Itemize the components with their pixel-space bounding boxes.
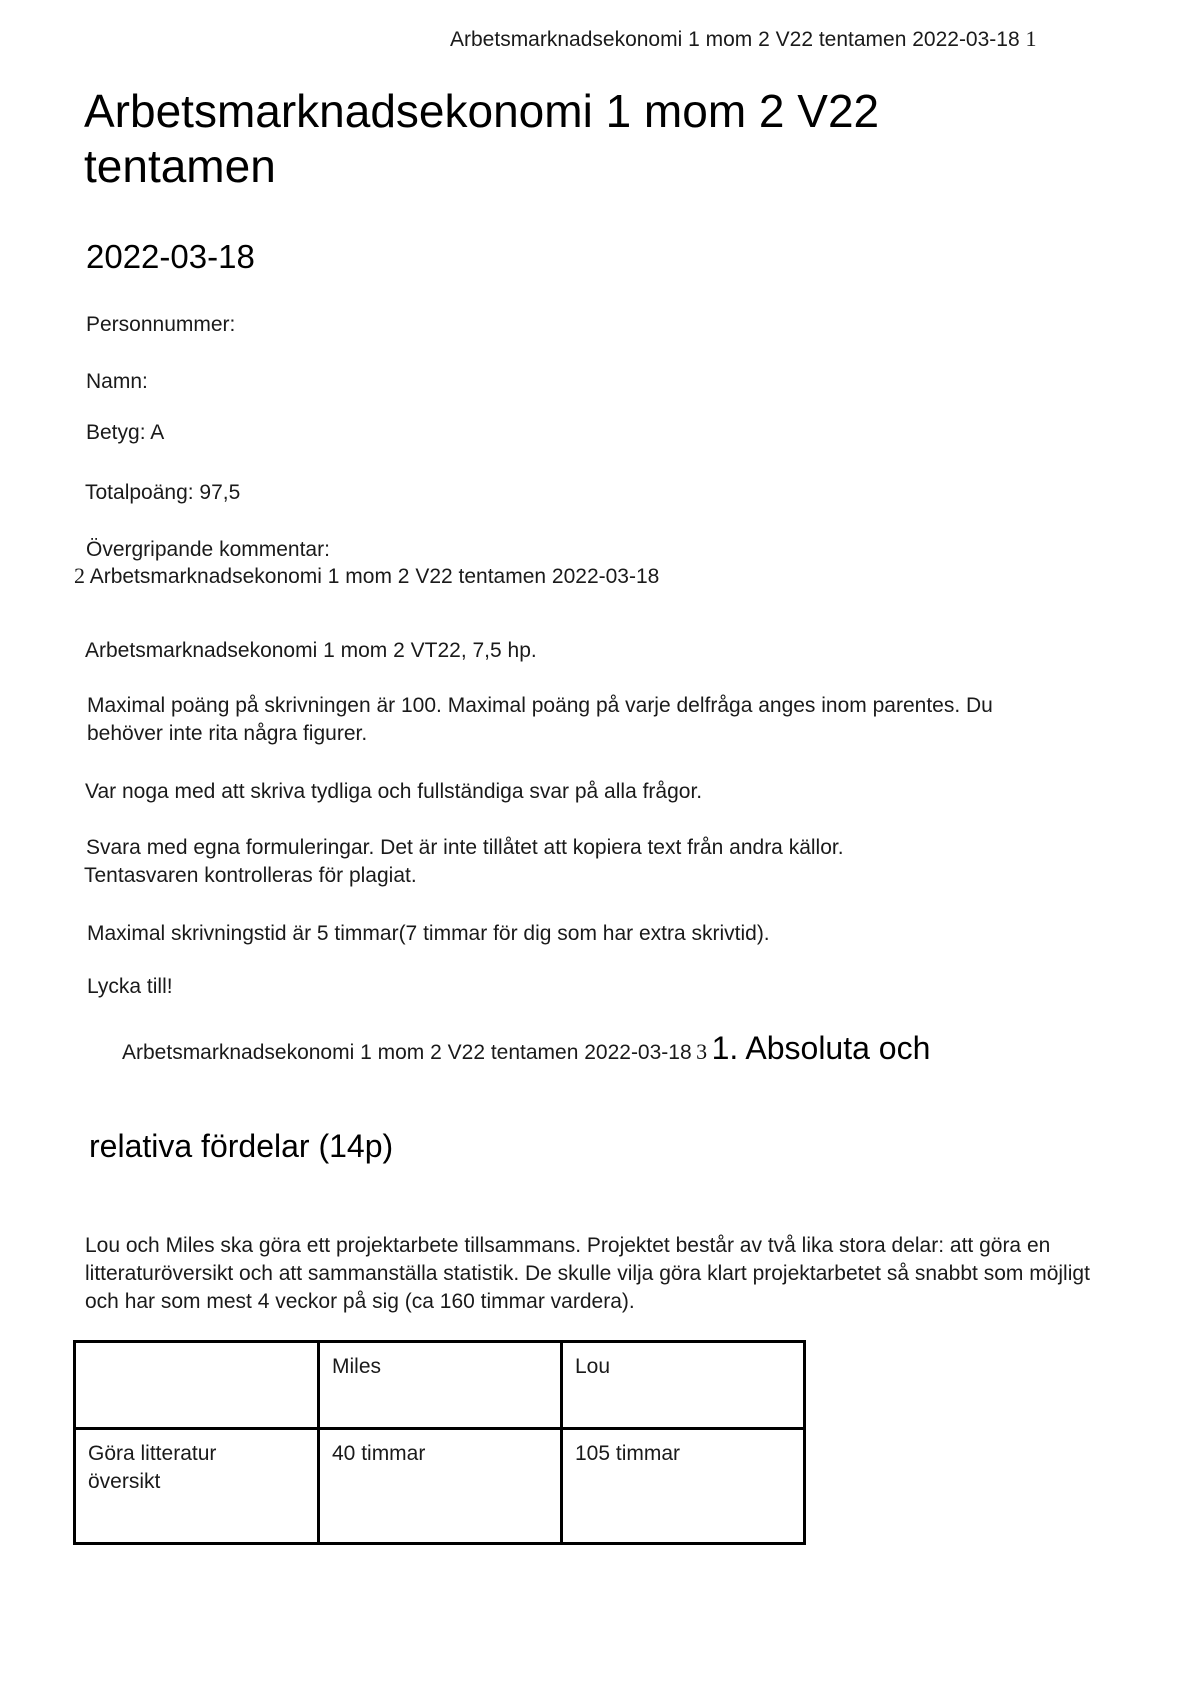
instructions-max-points: Maximal poäng på skrivningen är 100. Maximal poäng på varje delfråga anges inom parentes. Du behöver inte rita några figurer. — [87, 694, 993, 745]
table-cell-lou: 105 timmar — [562, 1429, 805, 1544]
page3-header-line — [122, 1030, 930, 1067]
good-luck: Lycka till! — [87, 975, 173, 998]
instructions-careful: Var noga med att skriva tydliga och fullständiga svar på alla frågor. — [85, 780, 703, 803]
totalpoang-label: Totalpoäng: 97,5 — [85, 481, 241, 504]
instructions-own-words-line2: Tentasvaren kontrolleras för plagiat. — [84, 864, 417, 887]
page-number: 1 — [1025, 26, 1037, 51]
table-cell-task — [75, 1429, 319, 1544]
table-row — [75, 1429, 805, 1544]
task-line2: översikt — [88, 1470, 161, 1493]
running-header-text: Arbetsmarknadsekonomi 1 mom 2 V22 tentamen 2022-03-18 — [89, 565, 660, 588]
personnummer-label: Personnummer: — [86, 313, 236, 336]
instructions-time: Maximal skrivningstid är 5 timmar(7 timmar för dig som har extra skrivtid). — [87, 922, 770, 945]
task-line1: Göra litteratur — [88, 1442, 217, 1465]
exam-date: 2022-03-18 — [86, 238, 255, 275]
course-line: Arbetsmarknadsekonomi 1 mom 2 VT22, 7,5 hp. — [85, 639, 537, 662]
time-table — [73, 1340, 806, 1545]
table-cell-miles: 40 timmar — [319, 1429, 562, 1544]
instructions-own-words-line1: Svara med egna formuleringar. Det är inte tillåtet att kopiera text från andra källor. — [86, 836, 844, 859]
question-intro: Lou och Miles ska göra ett projektarbete tillsammans. Projektet består av två lika stora delar: att göra en litteraturöversikt och att sammanställa statistik. De skulle vilja göra klart projektarbetet så snabbt som möjligt och har som mest 4 veckor på sig (ca 160 timmar vardera). — [85, 1234, 1090, 1313]
namn-label: Namn: — [86, 370, 148, 393]
page-number: 3 — [696, 1039, 708, 1064]
running-header-text: Arbetsmarknadsekonomi 1 mom 2 V22 tentamen 2022-03-18 — [450, 28, 1020, 51]
question-heading-part2: relativa fördelar (14p) — [89, 1128, 394, 1164]
document-title: Arbetsmarknadsekonomi 1 mom 2 V22 tentamen — [84, 85, 880, 192]
running-header — [74, 563, 659, 589]
table-header-cell — [75, 1342, 319, 1429]
running-header-text: Arbetsmarknadsekonomi 1 mom 2 V22 tentamen 2022-03-18 — [122, 1041, 692, 1064]
kommentar-label: Övergripande kommentar: — [86, 538, 330, 561]
question-heading-part1: 1. Absoluta och — [711, 1030, 931, 1066]
page-number: 2 — [74, 563, 85, 588]
table-header-cell: Miles — [319, 1342, 562, 1429]
betyg-label: Betyg: A — [86, 421, 165, 444]
running-header — [450, 26, 1037, 52]
table-header-row — [75, 1342, 805, 1429]
table-header-cell: Lou — [562, 1342, 805, 1429]
